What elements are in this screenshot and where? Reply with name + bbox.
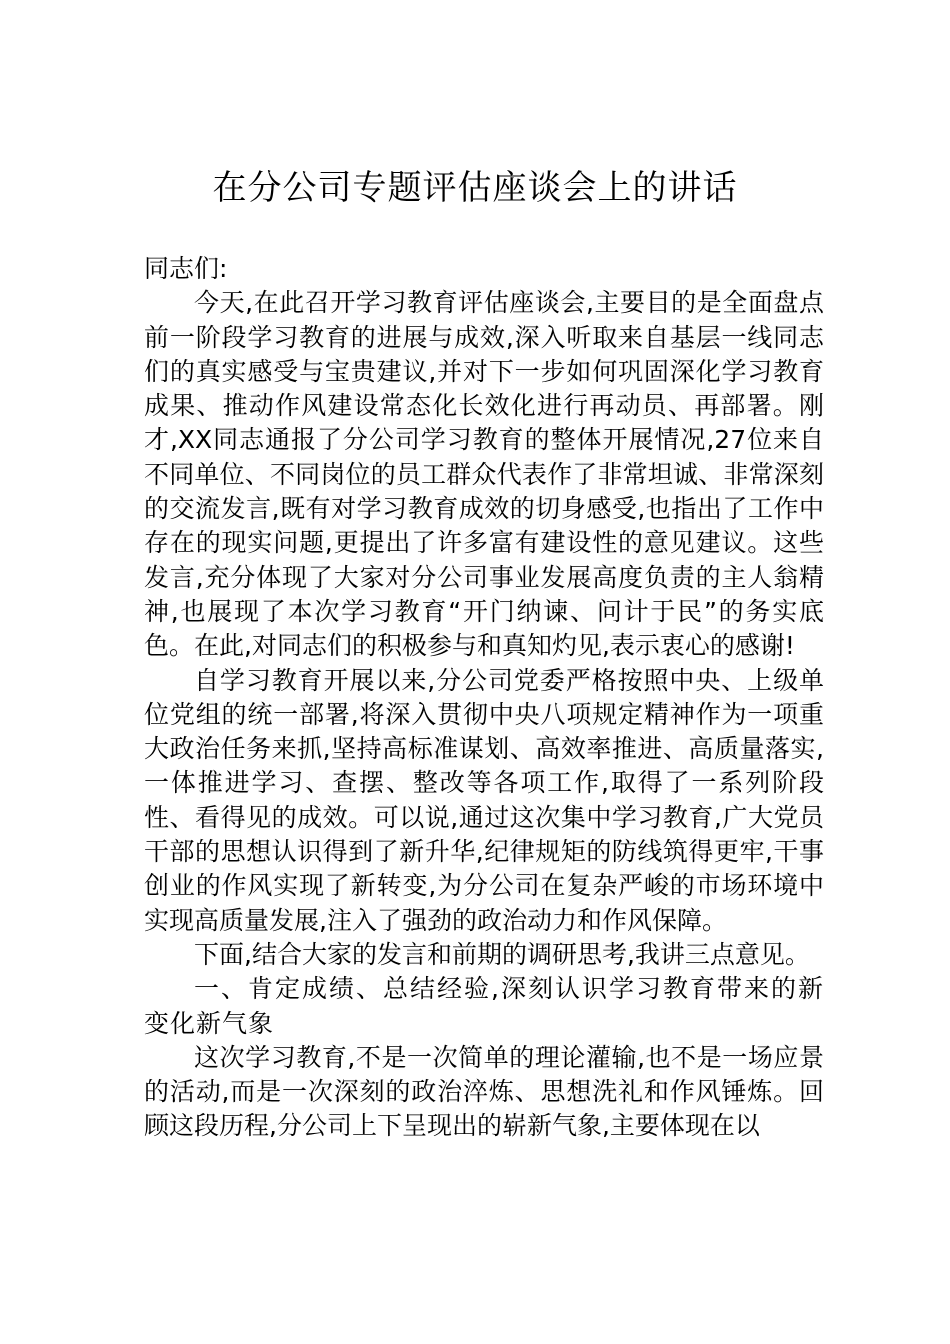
paragraph-opening: 今天,在此召开学习教育评估座谈会,主要目的是全面盘点前一阶段学习教育的进展与成效,深入听取来自基层一线同志们的真实感受与宝贵建议,并对下一步如何巩固深化学习教育成果、推动作风建设常态化长效化进行再动员、再部署。刚才,XX同志通报了分公司学习教育的整体开展情况,27位来自不同单位、不同岗位的员工群众代表作了非常坦诚、非常深刻的交流发言,既有对学习教育成效的切身感受,也指出了工作中存在的现实问题,更提出了许多富有建设性的意见建议。这些发言,充分体现了大家对分公司事业发展高度负责的主人翁精神,也展现了本次学习教育“开门纳谏、问计于民”的务实底色。在此,对同志们的积极参与和真知灼见,表示衷心的感谢! — [144, 288, 824, 661]
section-heading: 一、肯定成绩、总结经验,深刻认识学习教育带来的新变化新气象 — [144, 974, 824, 1038]
paragraph-section-one: 这次学习教育,不是一次简单的理论灌输,也不是一场应景的活动,而是一次深刻的政治淬炼、思想洗礼和作风锤炼。回顾这段历程,分公司上下呈现出的崭新气象,主要体现在以 — [144, 1042, 824, 1141]
document-body — [144, 252, 824, 1144]
paragraph-transition: 下面,结合大家的发言和前期的调研思考,我讲三点意见。 — [194, 939, 810, 969]
document-title: 在分公司专题评估座谈会上的讲话 — [212, 168, 738, 208]
salutation: 同志们: — [144, 254, 228, 283]
paragraph-achievements: 自学习教育开展以来,分公司党委严格按照中央、上级单位党组的统一部署,将深入贯彻中央八项规定精神作为一项重大政治任务来抓,坚持高标准谋划、高效率推进、高质量落实,一体推进学习、查摆、整改等各项工作,取得了一系列阶段性、看得见的成效。可以说,通过这次集中学习教育,广大党员干部的思想认识得到了新升华,纪律规矩的防线筑得更牢,干事创业的作风实现了新转变,为分公司在复杂严峻的市场环境中实现高质量发展,注入了强劲的政治动力和作风保障。 — [144, 665, 824, 935]
